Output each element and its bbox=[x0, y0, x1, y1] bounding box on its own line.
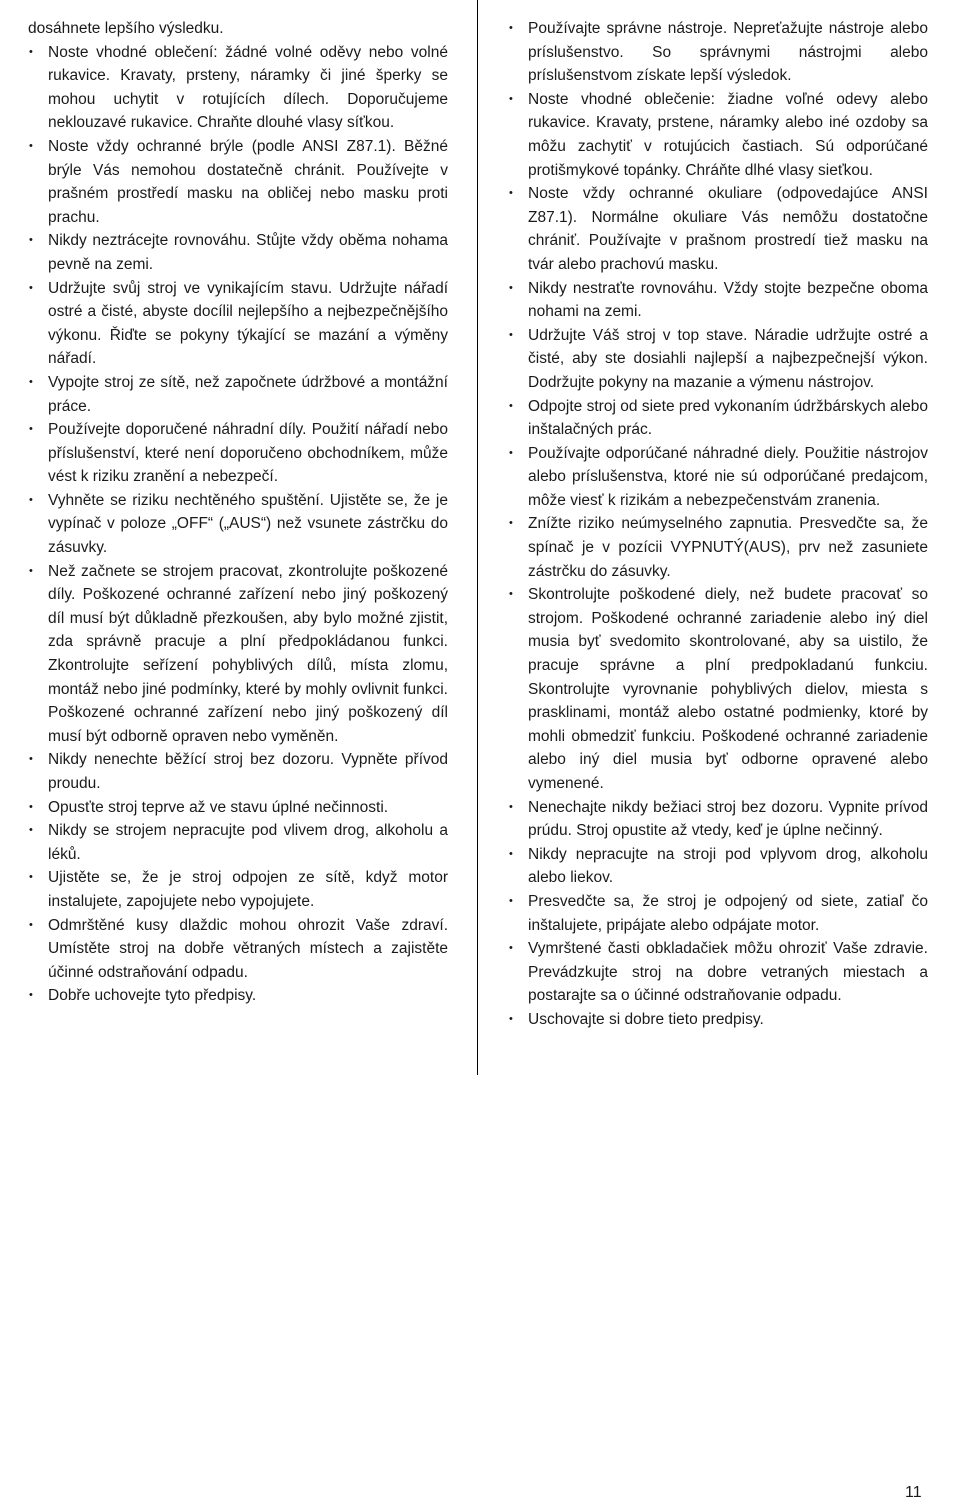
list-item: • Znížte riziko neúmyselného zapnutia. Presvedčte sa, že spínač je v pozícii VYPNUTÝ(AUS), prv než zasuniete zástrčku do zásuvky. bbox=[508, 512, 928, 583]
list-item: • Noste vždy ochranné brýle (podle ANSI Z87.1). Běžné brýle Vás nemohou dostatečně chránit. Používejte v prašném prostředí masku na obličej nebo masku proti prachu. bbox=[28, 135, 448, 229]
list-item: • Vyhněte se riziku nechtěného spuštění. Ujistěte se, že je vypínač v poloze „OFF“ („AUS“) než vsunete zástrčku do zásuvky. bbox=[28, 489, 448, 560]
list-item: • Nikdy nepracujte na stroji pod vplyvom drog, alkoholu alebo liekov. bbox=[508, 843, 928, 890]
list-item: • Noste vždy ochranné okuliare (odpovedajúce ANSI Z87.1). Normálne okuliare Vás nemôžu dostatočne chrániť. Používajte v prašnom prostredí tiež masku na tvár alebo prachovú masku. bbox=[508, 182, 928, 276]
list-item: • Dobře uchovejte tyto předpisy. bbox=[28, 984, 448, 1008]
list-item: • Nikdy nestraťte rovnováhu. Vždy stojte bezpečne oboma nohami na zemi. bbox=[508, 277, 928, 324]
list-item: • Vypojte stroj ze sítě, než započnete údržbové a montážní práce. bbox=[28, 371, 448, 418]
safety-list-slovak bbox=[508, 17, 928, 1032]
list-item: • Noste vhodné oblečení: žádné volné oděvy nebo volné rukavice. Kravaty, prsteny, náramky či jiné šperky se mohou uchytit v rotujících dílech. Doporučujeme neklouzavé rukavice. Chraňte dlouhé vlasy síťkou. bbox=[28, 41, 448, 135]
list-item: • Než začnete se strojem pracovat, zkontrolujte poškozené díly. Poškozené ochranné zařízení nebo jiný poškozený díl musí být důkladně přezkoušen, aby bylo možné zjistit, zda správně pracuje a plní předpokládanou funkci. Zkontrolujte seřízení pohyblivých dílů, místa zlomu, montáž nebo jiné podmínky, které by mohly ovlivnit funkci. Poškozené ochranné zařízení nebo jiný poškozený díl musí být odborně opraven nebo vyměněn. bbox=[28, 560, 448, 749]
list-item: • Vymrštené časti obkladačiek môžu ohroziť Vaše zdravie. Prevádzkujte stroj na dobre vetraných miestach a postarajte sa o účinné odstraňovanie odpadu. bbox=[508, 937, 928, 1008]
right-column-slovak bbox=[508, 17, 928, 1032]
page-number: 11 bbox=[905, 1484, 922, 1501]
list-item: • Používajte odporúčané náhradné diely. Použitie nástrojov alebo príslušenstva, ktoré nie sú odporúčané predajcom, môže viesť k rizikám a nebezpečenstvám zranenia. bbox=[508, 442, 928, 513]
list-item: • Uschovajte si dobre tieto predpisy. bbox=[508, 1008, 928, 1032]
continuation-text: dosáhnete lepšího výsledku. bbox=[28, 20, 224, 37]
list-item: • Presvedčte sa, že stroj je odpojený od siete, zatiaľ čo inštalujete, pripájate alebo odpájate motor. bbox=[508, 890, 928, 937]
list-item: • Nenechajte nikdy bežiaci stroj bez dozoru. Vypnite prívod prúdu. Stroj opustite až vtedy, keď je úplne nečinný. bbox=[508, 796, 928, 843]
left-column-czech bbox=[28, 17, 448, 1008]
list-item: • Odpojte stroj od siete pred vykonaním údržbárskych alebo inštalačných prác. bbox=[508, 395, 928, 442]
list-item: • Nikdy nenechte běžící stroj bez dozoru. Vypněte přívod proudu. bbox=[28, 748, 448, 795]
list-item: • Noste vhodné oblečenie: žiadne voľné odevy alebo rukavice. Kravaty, prstene, náramky alebo iné ozdoby sa môžu zachytiť v rotujúcich častiach. Sú odporúčané protišmykové topánky. Chráňte dlhé vlasy sieťkou. bbox=[508, 88, 928, 182]
list-item: • Udržujte svůj stroj ve vynikajícím stavu. Udržujte nářadí ostré a čisté, abyste docílil nejlepšího a nejbezpečnějšího výkonu. Řiďte se pokyny týkající se mazání a výměny nářadí. bbox=[28, 277, 448, 371]
list-item: • Nikdy se strojem nepracujte pod vlivem drog, alkoholu a léků. bbox=[28, 819, 448, 866]
list-item: • Ujistěte se, že je stroj odpojen ze sítě, když motor instalujete, zapojujete nebo vypojujete. bbox=[28, 866, 448, 913]
safety-list-czech bbox=[28, 41, 448, 1008]
list-item: • Odmrštěné kusy dlaždic mohou ohrozit Vaše zdraví. Umístěte stroj na dobře větraných místech a zajistěte účinné odstraňování odpadu. bbox=[28, 914, 448, 985]
list-item: • Používajte správne nástroje. Nepreťažujte nástroje alebo príslušenstvo. So správnymi nástrojmi alebo príslušenstvom získate lepší výsledok. bbox=[508, 17, 928, 88]
list-item: • Používejte doporučené náhradní díly. Použití nářadí nebo příslušenství, které není doporučeno obchodníkem, může vést k riziku zranění a nebezpečí. bbox=[28, 418, 448, 489]
list-item: • Opusťte stroj teprve až ve stavu úplné nečinnosti. bbox=[28, 796, 448, 820]
list-item: • Udržujte Váš stroj v top stave. Náradie udržujte ostré a čisté, aby ste dosiahli najlepší a najbezpečnejší výkon. Dodržujte pokyny na mazanie a výmenu nástrojov. bbox=[508, 324, 928, 395]
column-divider bbox=[477, 0, 478, 1075]
list-item: • Nikdy neztrácejte rovnováhu. Stůjte vždy oběma nohama pevně na zemi. bbox=[28, 229, 448, 276]
list-item: • Skontrolujte poškodené diely, než budete pracovať so strojom. Poškodené ochranné zariadenie alebo iný diel musia byť svedomito skontrolované, aby sa uistilo, že pracuje správne a plní predpokladanú funkciu. Skontrolujte vyrovnanie pohyblivých dielov, miesta s prasklinami, montáž alebo ostatné podmienky, ktoré by mohli obmedziť funkciu. Poškodené ochranné zariadenie alebo iný diel musia byť odborne opravené alebo vymenené. bbox=[508, 583, 928, 795]
